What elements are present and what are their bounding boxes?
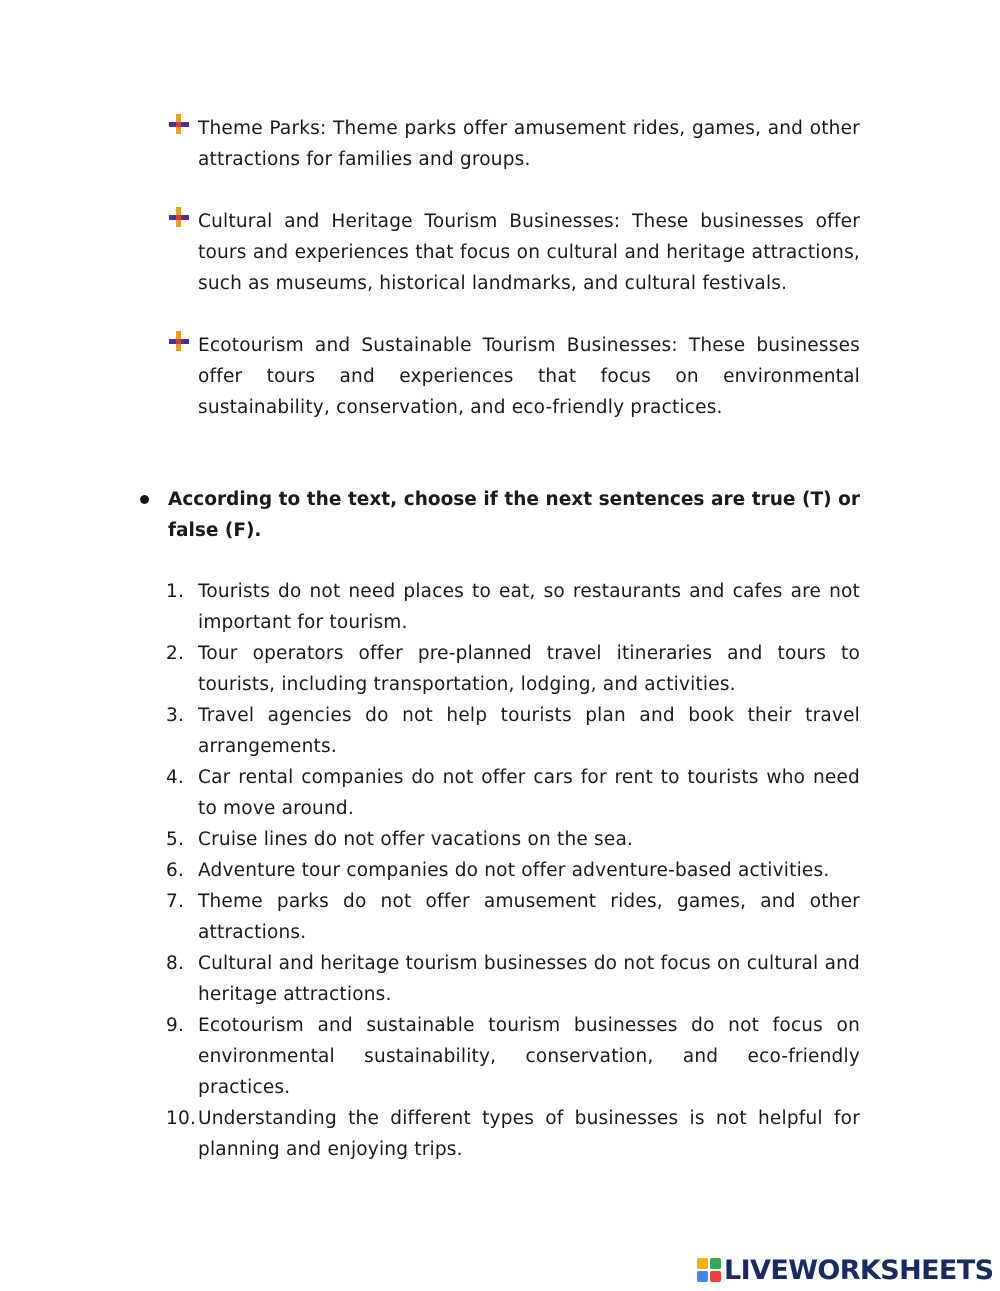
question-text: Understanding the different types of businesses is not helpful for planning and enjoying trips. bbox=[198, 1108, 860, 1160]
business-item-text: Theme Parks: Theme parks offer amusement rides, games, and other attractions for families and groups. bbox=[198, 118, 860, 170]
business-item-cultural-heritage bbox=[168, 206, 860, 299]
true-false-question-list bbox=[166, 576, 860, 1165]
liveworksheets-logo[interactable] bbox=[696, 1252, 993, 1288]
business-item-text: Ecotourism and Sustainable Tourism Businesses: These businesses offer tours and experiences that focus on environmental sustainability, conservation, and eco-friendly practices. bbox=[198, 335, 860, 418]
question-number: 7. bbox=[166, 891, 185, 912]
plus-bullet-icon bbox=[168, 113, 190, 135]
question-text: Car rental companies do not offer cars for rent to tourists who need to move around. bbox=[198, 767, 860, 819]
question-text: Ecotourism and sustainable tourism businesses do not focus on environmental sustainability, conservation, and eco-friendly practices. bbox=[198, 1015, 860, 1098]
business-item-text: Cultural and Heritage Tourism Businesses: These businesses offer tours and experiences that focus on cultural and heritage attractions, such as museums, historical landmarks, and cultural festivals. bbox=[198, 211, 860, 294]
question-item bbox=[166, 855, 860, 886]
question-item bbox=[166, 638, 860, 700]
question-number: 9. bbox=[166, 1015, 185, 1036]
question-item bbox=[166, 886, 860, 948]
question-number: 5. bbox=[166, 829, 185, 850]
question-item bbox=[166, 1010, 860, 1103]
question-item bbox=[166, 576, 860, 638]
question-item bbox=[166, 762, 860, 824]
question-number: 2. bbox=[166, 643, 185, 664]
plus-bullet-icon bbox=[168, 206, 190, 228]
question-item bbox=[166, 948, 860, 1010]
question-item bbox=[166, 1103, 860, 1165]
question-text: Theme parks do not offer amusement rides, games, and other attractions. bbox=[198, 891, 860, 943]
question-text: Tourists do not need places to eat, so restaurants and cafes are not important for tourism. bbox=[198, 581, 860, 633]
question-number: 10. bbox=[166, 1108, 197, 1129]
liveworksheets-logo-icon bbox=[696, 1257, 722, 1283]
instruction-text: According to the text, choose if the next sentences are true (T) or false (F). bbox=[168, 489, 860, 541]
question-item bbox=[166, 824, 860, 855]
question-text: Tour operators offer pre-planned travel itineraries and tours to tourists, including transportation, lodging, and activities. bbox=[198, 643, 860, 695]
question-number: 3. bbox=[166, 705, 185, 726]
bullet-dot-icon bbox=[140, 495, 149, 504]
question-number: 4. bbox=[166, 767, 185, 788]
question-text: Cruise lines do not offer vacations on the sea. bbox=[198, 829, 634, 850]
question-number: 1. bbox=[166, 581, 185, 602]
business-item-theme-parks bbox=[168, 113, 860, 175]
question-number: 6. bbox=[166, 860, 185, 881]
business-item-ecotourism bbox=[168, 330, 860, 423]
exercise-instruction bbox=[140, 484, 860, 546]
question-text: Adventure tour companies do not offer adventure-based activities. bbox=[198, 860, 830, 881]
question-text: Travel agencies do not help tourists plan and book their travel arrangements. bbox=[198, 705, 860, 757]
logo-text: LIVEWORKSHEETS bbox=[724, 1254, 994, 1286]
question-item bbox=[166, 700, 860, 762]
question-text: Cultural and heritage tourism businesses do not focus on cultural and heritage attractions. bbox=[198, 953, 860, 1005]
question-number: 8. bbox=[166, 953, 185, 974]
plus-bullet-icon bbox=[168, 330, 190, 352]
